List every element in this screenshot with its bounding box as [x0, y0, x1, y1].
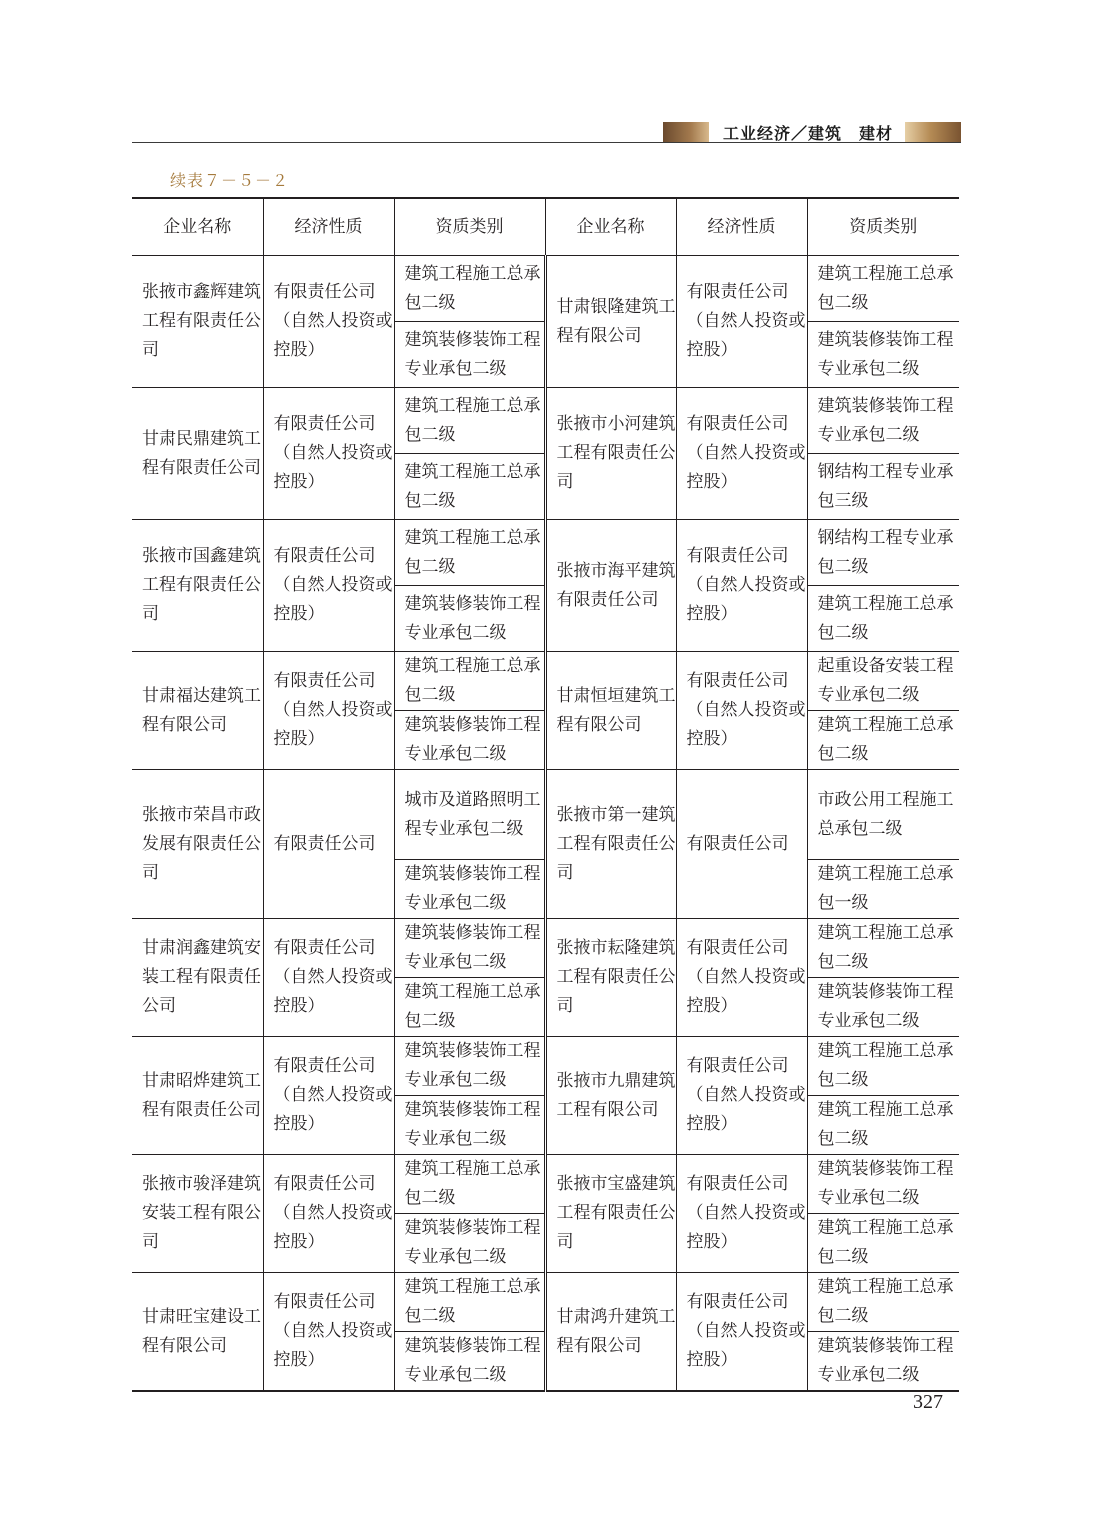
- enterprise-name: 甘肃旺宝建设工程有限公司: [132, 1273, 263, 1392]
- qualification: 建筑装修装饰工程专业承包二级: [394, 919, 545, 978]
- enterprise-name: 张掖市国鑫建筑工程有限责任公司: [132, 520, 263, 652]
- qualification: 建筑工程施工总承包一级: [807, 860, 959, 919]
- qualification: 建筑装修装饰工程专业承包二级: [394, 1096, 545, 1155]
- economic-nature: 有限责任公司（自然人投资或控股）: [263, 1037, 394, 1155]
- table-row: [132, 1037, 959, 1096]
- qualification: 钢结构工程专业承包二级: [807, 520, 959, 586]
- enterprise-name: 甘肃鸿升建筑工程有限公司: [545, 1273, 676, 1392]
- qualification: 建筑工程施工总承包二级: [394, 520, 545, 586]
- economic-nature: 有限责任公司（自然人投资或控股）: [676, 388, 807, 520]
- enterprise-name: 张掖市荣昌市政发展有限责任公司: [132, 770, 263, 919]
- qualification: 建筑工程施工总承包二级: [807, 256, 959, 322]
- table-header-row: [132, 198, 959, 256]
- table-row: [132, 520, 959, 586]
- qualification: 建筑工程施工总承包二级: [394, 454, 545, 520]
- economic-nature: 有限责任公司: [263, 770, 394, 919]
- economic-nature: 有限责任公司（自然人投资或控股）: [263, 388, 394, 520]
- economic-nature: 有限责任公司（自然人投资或控股）: [263, 1273, 394, 1392]
- column-header: 企业名称: [132, 198, 263, 256]
- column-header: 资质类别: [807, 198, 959, 256]
- economic-nature: 有限责任公司（自然人投资或控股）: [676, 1155, 807, 1273]
- enterprise-name: 甘肃昭烨建筑工程有限责任公司: [132, 1037, 263, 1155]
- qualification: 钢结构工程专业承包三级: [807, 454, 959, 520]
- economic-nature: 有限责任公司: [676, 770, 807, 919]
- header-band-right: [905, 122, 961, 142]
- qualification: 建筑装修装饰工程专业承包二级: [807, 1155, 959, 1214]
- enterprise-name: 甘肃银隆建筑工程有限公司: [545, 256, 676, 388]
- enterprise-name: 甘肃润鑫建筑安装工程有限责任公司: [132, 919, 263, 1037]
- qualification: 建筑工程施工总承包二级: [394, 1155, 545, 1214]
- enterprise-name: 甘肃福达建筑工程有限公司: [132, 652, 263, 770]
- enterprise-name: 张掖市小河建筑工程有限责任公司: [545, 388, 676, 520]
- economic-nature: 有限责任公司（自然人投资或控股）: [263, 919, 394, 1037]
- qualification: 建筑工程施工总承包二级: [807, 1096, 959, 1155]
- qualification: 建筑工程施工总承包二级: [394, 1273, 545, 1332]
- table-row: [132, 652, 959, 711]
- table-row: [132, 256, 959, 322]
- economic-nature: 有限责任公司（自然人投资或控股）: [263, 1155, 394, 1273]
- table-row: [132, 919, 959, 978]
- table-row: [132, 770, 959, 860]
- enterprise-table: [132, 197, 959, 1392]
- table-caption: 续表７－５－２: [170, 171, 290, 190]
- economic-nature: 有限责任公司（自然人投资或控股）: [676, 652, 807, 770]
- economic-nature: 有限责任公司（自然人投资或控股）: [676, 256, 807, 388]
- economic-nature: 有限责任公司（自然人投资或控股）: [263, 256, 394, 388]
- qualification: 建筑装修装饰工程专业承包二级: [394, 1332, 545, 1392]
- enterprise-name: 甘肃恒垣建筑工程有限公司: [545, 652, 676, 770]
- economic-nature: 有限责任公司（自然人投资或控股）: [676, 919, 807, 1037]
- page-number: 327: [913, 1391, 943, 1413]
- enterprise-name: 张掖市宝盛建筑工程有限责任公司: [545, 1155, 676, 1273]
- qualification: 建筑工程施工总承包二级: [807, 711, 959, 770]
- qualification: 市政公用工程施工总承包二级: [807, 770, 959, 860]
- qualification: 建筑工程施工总承包二级: [394, 388, 545, 454]
- column-header: 资质类别: [394, 198, 545, 256]
- economic-nature: 有限责任公司（自然人投资或控股）: [676, 1037, 807, 1155]
- qualification: 建筑工程施工总承包二级: [394, 256, 545, 322]
- qualification: 建筑工程施工总承包二级: [807, 1214, 959, 1273]
- qualification: 建筑装修装饰工程专业承包二级: [807, 978, 959, 1037]
- qualification: 建筑装修装饰工程专业承包二级: [394, 860, 545, 919]
- qualification: 建筑装修装饰工程专业承包二级: [394, 586, 545, 652]
- column-header: 经济性质: [676, 198, 807, 256]
- qualification: 建筑工程施工总承包二级: [394, 652, 545, 711]
- qualification: 建筑装修装饰工程专业承包二级: [807, 1332, 959, 1392]
- enterprise-name: 张掖市耘隆建筑工程有限责任公司: [545, 919, 676, 1037]
- economic-nature: 有限责任公司（自然人投资或控股）: [263, 652, 394, 770]
- qualification: 建筑装修装饰工程专业承包二级: [807, 322, 959, 388]
- economic-nature: 有限责任公司（自然人投资或控股）: [676, 520, 807, 652]
- column-header: 企业名称: [545, 198, 676, 256]
- column-header: 经济性质: [263, 198, 394, 256]
- enterprise-name: 甘肃民鼎建筑工程有限责任公司: [132, 388, 263, 520]
- qualification: 建筑工程施工总承包二级: [807, 1037, 959, 1096]
- table-row: [132, 1155, 959, 1214]
- header-band-left: [663, 122, 709, 142]
- qualification: 城市及道路照明工程专业承包二级: [394, 770, 545, 860]
- enterprise-name: 张掖市九鼎建筑工程有限公司: [545, 1037, 676, 1155]
- qualification: 建筑工程施工总承包二级: [807, 1273, 959, 1332]
- qualification: 建筑装修装饰工程专业承包二级: [394, 711, 545, 770]
- qualification: 建筑工程施工总承包二级: [807, 586, 959, 652]
- economic-nature: 有限责任公司（自然人投资或控股）: [263, 520, 394, 652]
- qualification: 建筑装修装饰工程专业承包二级: [807, 388, 959, 454]
- table-body: [132, 256, 959, 1392]
- qualification: 建筑工程施工总承包二级: [394, 978, 545, 1037]
- enterprise-name: 张掖市第一建筑工程有限责任公司: [545, 770, 676, 919]
- enterprise-name: 张掖市鑫辉建筑工程有限责任公司: [132, 256, 263, 388]
- section-title: 工业经济／建筑 建材: [723, 124, 894, 143]
- enterprise-name: 张掖市骏泽建筑安装工程有限公司: [132, 1155, 263, 1273]
- qualification: 起重设备安装工程专业承包二级: [807, 652, 959, 711]
- table-row: [132, 388, 959, 454]
- qualification: 建筑装修装饰工程专业承包二级: [394, 1214, 545, 1273]
- qualification: 建筑工程施工总承包二级: [807, 919, 959, 978]
- table-row: [132, 1273, 959, 1332]
- economic-nature: 有限责任公司（自然人投资或控股）: [676, 1273, 807, 1392]
- qualification: 建筑装修装饰工程专业承包二级: [394, 322, 545, 388]
- qualification: 建筑装修装饰工程专业承包二级: [394, 1037, 545, 1096]
- enterprise-name: 张掖市海平建筑有限责任公司: [545, 520, 676, 652]
